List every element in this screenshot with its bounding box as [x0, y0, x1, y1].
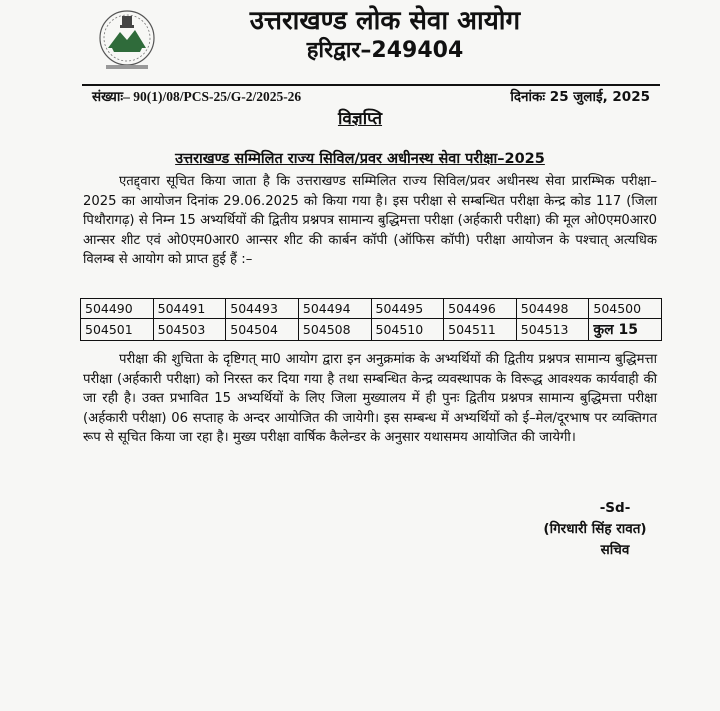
table-cell: 504491 [153, 299, 226, 319]
signatory-name: (गिरधारी सिंह रावत) [543, 521, 647, 537]
table-cell: 504503 [153, 319, 226, 341]
paragraph-1: एतद्द्वारा सूचित किया जाता है कि उत्तराखण्ड सम्मिलित राज्य सिविल/प्रवर अधीनस्थ सेवा प्रारम्भिक परीक्षा–2025 का आयोजन दिनांक 29.06.2025 को किया गया है। इस परीक्षा से सम्बन्धित परीक्षा केन्द्र कोड 117 (जिला पिथौरागढ़) से निम्न 15 अभ्यर्थियों की द्वितीय प्रश्नपत्र सामान्य बुद्धिमत्ता परीक्षा (अर्हकारी परीक्षा) की मूल ओ0एम0आर0 आन्सर शीट एवं ओ0एम0आर0 आन्सर शीट की कार्बन कॉपी (ऑफिस कॉपी) परीक्षा आयोजन के पश्चात् अत्यधिक विलम्ब से आयोग को प्राप्त हुई हैं :– [83, 174, 657, 267]
notice-title [0, 106, 720, 129]
table-cell: 504496 [444, 299, 517, 319]
signature-sd: -Sd- [599, 500, 631, 516]
organization-name: उत्तराखण्ड लोक सेवा आयोग [249, 6, 521, 36]
table-cell: 504500 [589, 299, 662, 319]
header-divider [82, 84, 660, 86]
table-cell: 504510 [371, 319, 444, 341]
table-cell: 504501 [81, 319, 154, 341]
notice-date: दिनांकः 25 जुलाई, 2025 [510, 89, 650, 105]
table-cell: 504513 [516, 319, 589, 341]
notice-title-text: विज्ञप्ति [337, 109, 383, 129]
signatory-designation: सचिव [600, 542, 630, 558]
table-cell: 504494 [298, 299, 371, 319]
total-count-cell: कुल 15 [589, 319, 662, 341]
notice-subject: उत्तराखण्ड सम्मिलित राज्य सिविल/प्रवर अधीनस्थ सेवा परीक्षा–2025 [175, 151, 545, 167]
table-row [81, 299, 662, 319]
table-cell: 504508 [298, 319, 371, 341]
table-cell: 504504 [226, 319, 299, 341]
organization-address: हरिद्वार–249404 [306, 38, 464, 63]
reference-number: संख्याः– 90(1)/08/PCS-25/G-2/2025-26 [92, 89, 302, 104]
table-cell: 504490 [81, 299, 154, 319]
table-cell: 504493 [226, 299, 299, 319]
paragraph-2: परीक्षा की शुचिता के दृष्टिगत् मा0 आयोग द्वारा इन अनुक्रमांक के अभ्यर्थियों की द्वितीय प्रश्नपत्र सामान्य बुद्धिमत्ता परीक्षा (अर्हकारी परीक्षा) को निरस्त कर दिया गया है तथा सम्बन्धित केन्द्र व्यवस्थापक के विरूद्ध आवश्यक कार्यवाही की जा रही है। उक्त प्रभावित 15 अभ्यर्थियों के लिए जिला मुख्यालय में ही पुनः द्वितीय प्रश्नपत्र सामान्य बुद्धिमत्ता परीक्षा (अर्हकारी परीक्षा) 06 सप्ताह के अन्दर आयोजित की जायेगी। इस सम्बन्ध में अभ्यर्थियों को ई–मेल/दूरभाष पर व्यक्तिगत रूप से सूचित किया जा रहा है। मुख्य परीक्षा वार्षिक कैलेन्डर के अनुसार यथासमय आयोजित की जायेगी। [83, 352, 657, 445]
table-cell: 504511 [444, 319, 517, 341]
table-cell: 504495 [371, 299, 444, 319]
table-row [81, 319, 662, 341]
roll-number-table [80, 298, 662, 341]
table-cell: 504498 [516, 299, 589, 319]
commission-emblem-seal [94, 8, 160, 72]
